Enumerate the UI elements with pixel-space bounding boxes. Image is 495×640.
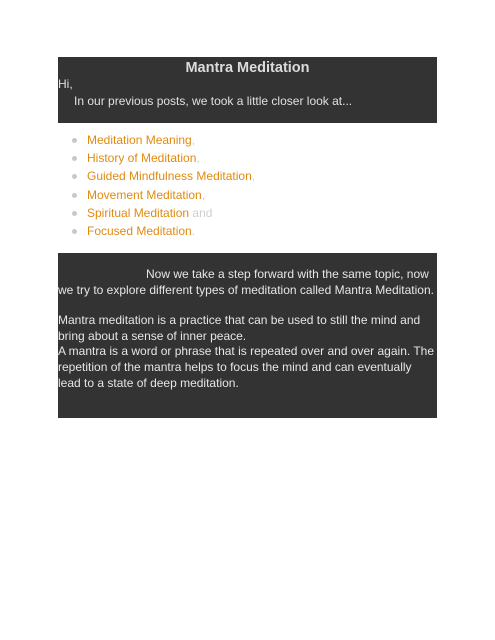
link-guided-mindfulness-meditation[interactable]: Guided Mindfulness Meditation xyxy=(87,169,252,184)
page-title: Mantra Meditation xyxy=(185,60,310,76)
list-item xyxy=(72,167,255,185)
body-paragraph: A mantra is a word or phrase that is repeated over and over again. The repetition of the mantra helps to focus the mind and can eventually lead to a state of deep meditation. xyxy=(58,344,434,390)
list-item xyxy=(72,222,255,240)
bullet-icon xyxy=(72,193,77,198)
link-focused-meditation[interactable]: Focused Meditation xyxy=(87,223,192,238)
link-meditation-meaning[interactable]: Meditation Meaning xyxy=(87,133,192,147)
intro-panel xyxy=(58,57,437,123)
link-movement-meditation[interactable]: Movement Meditation xyxy=(87,187,202,202)
list-separator: , xyxy=(251,169,256,184)
link-spiritual-meditation[interactable]: Spiritual Meditation xyxy=(87,205,190,220)
bullet-icon xyxy=(72,174,77,179)
bullet-icon xyxy=(72,138,77,143)
link-history-of-meditation[interactable]: History of Meditation xyxy=(87,151,197,166)
list-item xyxy=(72,149,255,167)
list-item xyxy=(72,204,255,222)
bullet-icon xyxy=(72,229,77,234)
bullet-icon xyxy=(72,211,77,216)
bullet-icon xyxy=(72,156,77,161)
list-separator: , xyxy=(191,133,196,147)
article-body-panel xyxy=(58,253,437,418)
intro-lead-text: In our previous posts, we took a little closer look at... xyxy=(74,94,353,108)
body-paragraph: Mantra meditation is a practice that can be used to still the mind and bring about a sense of inner peace. xyxy=(58,313,421,343)
list-separator: , xyxy=(196,151,200,166)
body-paragraph: Now we take a step forward with the same topic, now we try to explore different types of meditation called Mantra Meditation. xyxy=(58,267,434,297)
list-item xyxy=(72,131,255,149)
list-separator: and xyxy=(189,205,213,220)
list-separator: , xyxy=(201,187,206,202)
previous-posts-list xyxy=(72,131,255,240)
greeting-text: Hi, xyxy=(58,77,73,91)
list-item xyxy=(72,186,255,204)
list-separator: . xyxy=(191,223,196,238)
